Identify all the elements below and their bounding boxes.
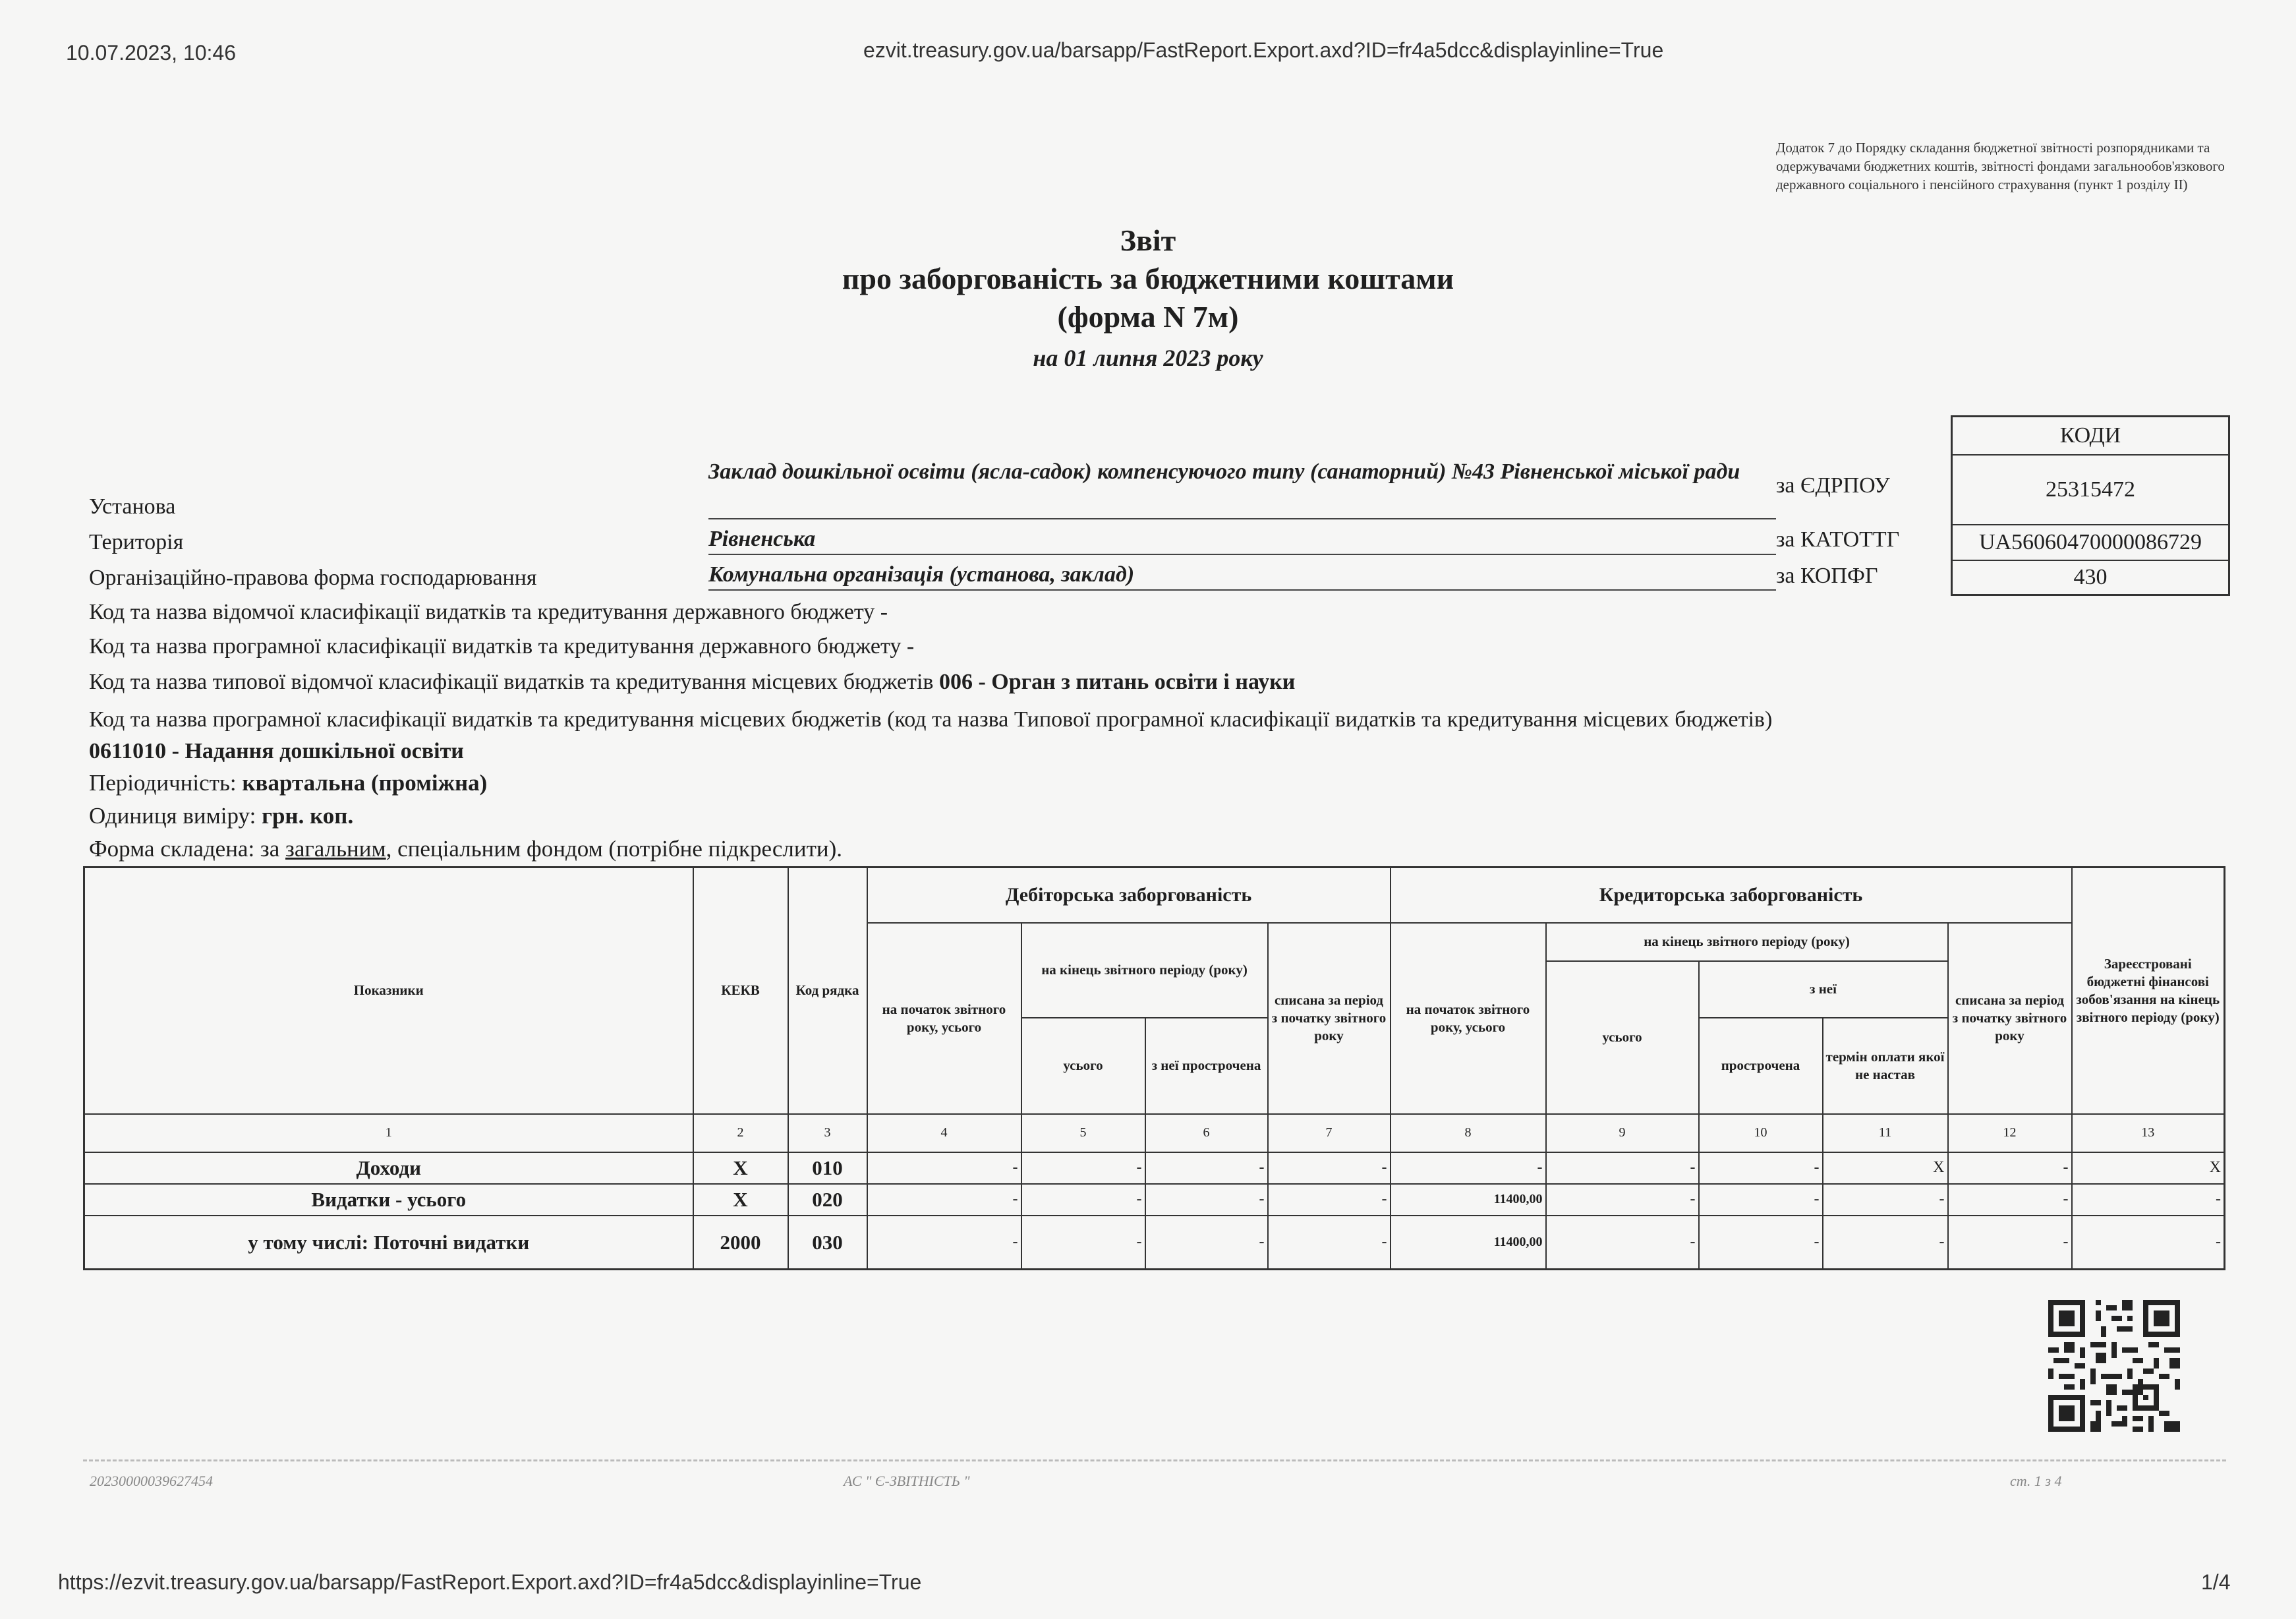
th-row-code: Код рядка bbox=[788, 868, 867, 1114]
th-credit-overdue: прострочена bbox=[1699, 1018, 1823, 1114]
table-row bbox=[84, 1152, 2225, 1184]
kpk-local-value: 0611010 - Надання дошкільної освіти bbox=[89, 739, 464, 763]
row-kekv: 2000 bbox=[693, 1216, 788, 1270]
th-kekv: КЕКВ bbox=[693, 868, 788, 1114]
institution-label: Установа bbox=[89, 494, 176, 519]
th-credit: Кредиторська заборгованість bbox=[1391, 868, 2072, 923]
debt-report-table bbox=[83, 866, 2225, 1270]
row-name: Доходи bbox=[84, 1152, 693, 1184]
cell-value: - bbox=[1021, 1216, 1145, 1270]
fund-line bbox=[89, 836, 842, 862]
qr-code bbox=[2048, 1300, 2180, 1432]
report-subtitle: про заборгованість за бюджетними коштами bbox=[842, 262, 1454, 295]
th-credit-at-start: на початок звітного року, усього bbox=[1391, 923, 1546, 1114]
fund-rest: , спеціальним фондом (потрібне підкреслити). bbox=[386, 836, 843, 862]
appendix-note: Додаток 7 до Порядку складання бюджетної звітності розпорядниками та одержувачами бюджетних коштів, звітності фондами загальнообов'язкового державного соціального і пенсійного страхування (пункт 1 розділу ІІ) bbox=[1776, 140, 2225, 192]
cell-value: - bbox=[1021, 1152, 1145, 1184]
cell-value: - bbox=[1546, 1216, 1699, 1270]
periodicity-label: Періодичність: bbox=[89, 770, 237, 796]
institution-value: Заклад дошкільної освіти (ясла-садок) компенсуючого типу (санаторний) №43 Рівненської міської ради bbox=[708, 457, 1776, 519]
document-page-number: ст. 1 з 4 bbox=[2010, 1473, 2062, 1489]
th-credit-total: усього bbox=[1546, 961, 1699, 1114]
katottg-code: UA56060470000086729 bbox=[1953, 525, 2228, 561]
cell-value: - bbox=[1823, 1184, 1948, 1216]
kpk-state-line: Код та назва програмної класифікації видатків та кредитування державного бюджету - bbox=[89, 634, 915, 659]
table-row bbox=[84, 1216, 2225, 1270]
cell-value: 11400,00 bbox=[1391, 1216, 1546, 1270]
report-title: Звіт bbox=[1120, 223, 1176, 257]
codes-header: КОДИ bbox=[1953, 417, 2228, 456]
row-name: у тому числі: Поточні видатки bbox=[84, 1216, 693, 1270]
report-date: на 01 липня 2023 року bbox=[1033, 345, 1263, 371]
report-form-number: (форма N 7м) bbox=[1057, 300, 1239, 334]
print-url-header: ezvit.treasury.gov.ua/barsapp/FastReport.Export.axd?ID=fr4a5dcc&displayinline=True bbox=[863, 38, 1664, 62]
cell-value: - bbox=[1699, 1184, 1823, 1216]
cell-value: - bbox=[1145, 1216, 1268, 1270]
cell-value: - bbox=[1948, 1184, 2072, 1216]
territory-label: Територія bbox=[89, 530, 184, 554]
periodicity-line bbox=[89, 770, 487, 796]
th-indicators: Показники bbox=[84, 868, 693, 1114]
cell-value: 11400,00 bbox=[1391, 1184, 1546, 1216]
kpk-local-prefix: Код та назва програмної класифікації видатків та кредитування місцевих бюджетів (код та назва Типової програмної класифікації видатків та кредитування місцевих бюджетів) bbox=[89, 707, 1773, 732]
org-form-label: Організаційно-правова форма господарювання bbox=[89, 566, 537, 590]
unit-value: грн. коп. bbox=[262, 803, 354, 829]
col-num: 3 bbox=[788, 1114, 867, 1152]
unit-label: Одиниця виміру: bbox=[89, 803, 256, 829]
cell-value: - bbox=[867, 1152, 1021, 1184]
th-debit-total: усього bbox=[1021, 1018, 1145, 1114]
col-num: 9 bbox=[1546, 1114, 1699, 1152]
print-datetime: 10.07.2023, 10:46 bbox=[66, 41, 237, 65]
kopfg-label: за КОПФГ bbox=[1776, 564, 1878, 588]
column-number-row bbox=[84, 1114, 2225, 1152]
document-id: 20230000039627454 bbox=[90, 1473, 213, 1489]
edrpou-label: за ЄДРПОУ bbox=[1776, 473, 1890, 498]
col-num: 8 bbox=[1391, 1114, 1546, 1152]
kopfg-code: 430 bbox=[2073, 565, 2108, 589]
edrpou-code: 25315472 bbox=[1953, 456, 2228, 525]
kvk-state-line bbox=[89, 600, 888, 625]
row-code: 020 bbox=[788, 1184, 867, 1216]
table-row bbox=[84, 1184, 2225, 1216]
org-form-value: Комунальна організація (установа, заклад) bbox=[708, 560, 1776, 591]
cell-value: - bbox=[1546, 1152, 1699, 1184]
print-url-footer: https://ezvit.treasury.gov.ua/barsapp/FastReport.Export.axd?ID=fr4a5dcc&displayinline=True bbox=[58, 1570, 922, 1594]
th-credit-not-due: термін оплати якої не настав bbox=[1823, 1018, 1948, 1114]
cell-value: - bbox=[867, 1184, 1021, 1216]
cell-value: - bbox=[1823, 1216, 1948, 1270]
kvk-state-text: Код та назва відомчої класифікації видатків та кредитування державного бюджету - bbox=[89, 600, 888, 624]
col-num: 12 bbox=[1948, 1114, 2072, 1152]
cell-value: - bbox=[1391, 1152, 1546, 1184]
col-num: 4 bbox=[867, 1114, 1021, 1152]
th-credit-at-end: на кінець звітного періоду (року) bbox=[1546, 923, 1948, 961]
th-debit-overdue: з неї прострочена bbox=[1145, 1018, 1268, 1114]
th-debit-at-end: на кінець звітного періоду (року) bbox=[1021, 923, 1268, 1018]
col-num: 5 bbox=[1021, 1114, 1145, 1152]
katottg-label: за КАТОТТГ bbox=[1776, 527, 1900, 552]
cell-value: - bbox=[1145, 1152, 1268, 1184]
codes-box bbox=[1951, 415, 2230, 596]
row-code: 010 bbox=[788, 1152, 867, 1184]
cell-value: - bbox=[1268, 1152, 1391, 1184]
tkvk-local-value: 006 - Орган з питань освіти і науки bbox=[938, 670, 1296, 694]
th-registered: Зареєстровані бюджетні фінансові зобов'язання на кінець звітного періоду (року) bbox=[2072, 868, 2225, 1114]
th-debit-written-off: списана за період з початку звітного року bbox=[1268, 923, 1391, 1114]
unit-line bbox=[89, 803, 353, 829]
cell-value: - bbox=[2072, 1184, 2225, 1216]
col-num: 10 bbox=[1699, 1114, 1823, 1152]
row-kekv: X bbox=[693, 1184, 788, 1216]
cell-value: - bbox=[1948, 1152, 2072, 1184]
col-num: 6 bbox=[1145, 1114, 1268, 1152]
col-num: 13 bbox=[2072, 1114, 2225, 1152]
footer-divider bbox=[83, 1459, 2226, 1461]
col-num: 7 bbox=[1268, 1114, 1391, 1152]
system-name: АС " Є-ЗВІТНІСТЬ " bbox=[844, 1473, 970, 1489]
cell-value: - bbox=[1699, 1216, 1823, 1270]
tkvk-local-prefix: Код та назва типової відомчої класифікації видатків та кредитування місцевих бюджетів bbox=[89, 670, 934, 694]
cell-value: X bbox=[1823, 1152, 1948, 1184]
fund-prefix: Форма складена: за bbox=[89, 836, 280, 862]
th-of-it: з неї bbox=[1699, 961, 1948, 1018]
cell-value: X bbox=[2072, 1152, 2225, 1184]
col-num: 1 bbox=[84, 1114, 693, 1152]
cell-value: - bbox=[1699, 1152, 1823, 1184]
th-debit-at-start: на початок звітного року, усього bbox=[867, 923, 1021, 1114]
fund-general: загальним bbox=[285, 836, 386, 862]
periodicity-value: квартальна (проміжна) bbox=[242, 770, 488, 796]
col-num: 2 bbox=[693, 1114, 788, 1152]
cell-value: - bbox=[1948, 1216, 2072, 1270]
row-kekv: X bbox=[693, 1152, 788, 1184]
cell-value: - bbox=[1268, 1184, 1391, 1216]
print-page-number: 1/4 bbox=[2201, 1570, 2231, 1594]
cell-value: - bbox=[1021, 1184, 1145, 1216]
col-num: 11 bbox=[1823, 1114, 1948, 1152]
cell-value: - bbox=[867, 1216, 1021, 1270]
territory-value: Рівненська bbox=[708, 525, 1776, 555]
cell-value: - bbox=[1145, 1184, 1268, 1216]
row-code: 030 bbox=[788, 1216, 867, 1270]
cell-value: - bbox=[2072, 1216, 2225, 1270]
th-credit-written-off: списана за період з початку звітного року bbox=[1948, 923, 2072, 1114]
row-name: Видатки - усього bbox=[84, 1184, 693, 1216]
cell-value: - bbox=[1268, 1216, 1391, 1270]
kpk-local-line bbox=[89, 704, 1776, 767]
tkvk-local-line bbox=[89, 670, 1295, 695]
cell-value: - bbox=[1546, 1184, 1699, 1216]
th-debit: Дебіторська заборгованість bbox=[867, 868, 1391, 923]
